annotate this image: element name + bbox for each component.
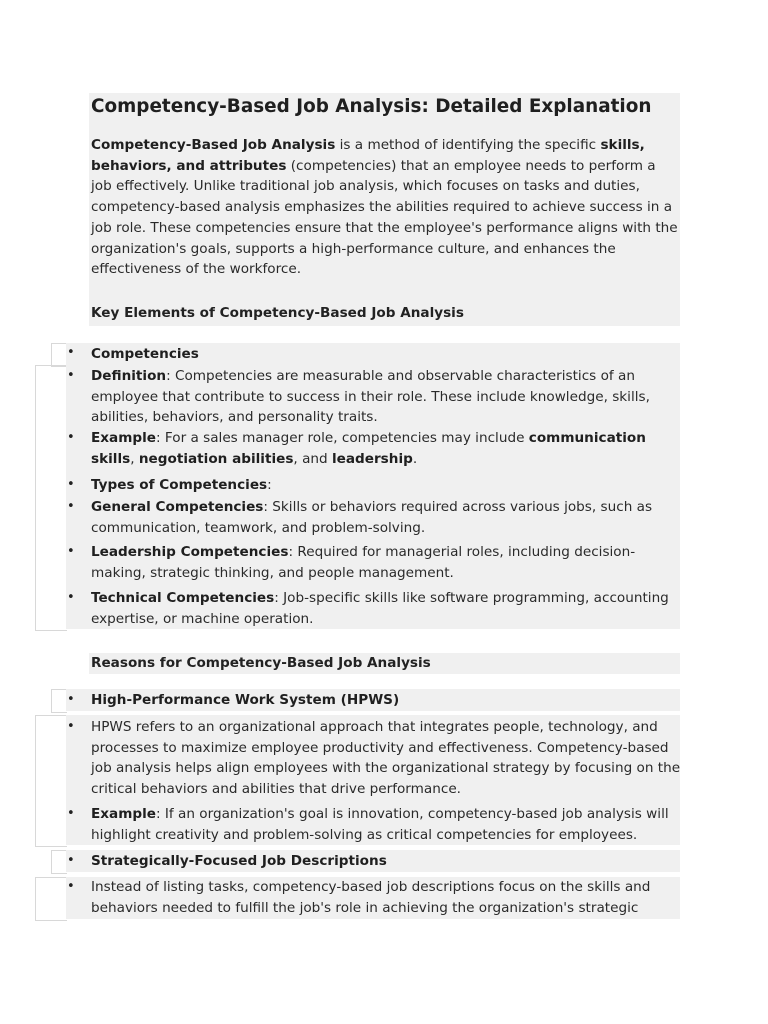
leadership-text: : Required for managerial roles, including decision-making, strategic thinking, and people management. — [91, 544, 636, 581]
example-text: , and — [293, 450, 332, 467]
definition-label: Definition — [91, 368, 167, 384]
section-heading-key-elements: Key Elements of Competency-Based Job Analysis — [91, 305, 464, 321]
sfjd-label: Strategically-Focused Job Descriptions — [91, 853, 387, 869]
list-bracket — [51, 850, 67, 874]
section-heading-reasons: Reasons for Competency-Based Job Analysis — [91, 655, 431, 671]
list-bracket — [35, 877, 67, 921]
example-bold: negotiation abilities — [138, 450, 294, 467]
example-text: : For a sales manager role, competencies may include — [156, 430, 529, 446]
example-bold: leadership — [331, 450, 413, 467]
bullet: • — [67, 544, 75, 559]
definition-text: : Competencies are measurable and observable characteristics of an employee that contribute to success in their role. These include knowledge, skills, abilities, behaviors, and personality traits. — [91, 368, 650, 426]
list-item-types — [91, 475, 681, 496]
list-item-technical — [91, 588, 681, 629]
list-item-general — [91, 497, 681, 538]
example-label: Example — [91, 806, 157, 822]
list-item-competencies — [91, 344, 681, 365]
bullet: • — [67, 368, 75, 383]
example-bold: communication skills — [91, 430, 646, 467]
intro-paragraph — [91, 135, 679, 280]
technical-label: Technical Competencies — [91, 590, 275, 606]
bullet: • — [67, 692, 75, 707]
bullet: • — [67, 853, 75, 868]
list-bracket — [51, 689, 67, 713]
list-item-sfjd-text: Instead of listing tasks, competency-based job descriptions focus on the skills and behaviors needed to fulfill the job's role in achieving the organization's strategic — [91, 879, 651, 916]
example-label: Example — [91, 430, 157, 446]
bullet: • — [67, 345, 75, 360]
list-bracket — [51, 343, 67, 367]
general-label: General Competencies — [91, 499, 264, 515]
page-title: Competency-Based Job Analysis: Detailed Explanation — [91, 96, 652, 117]
list-bracket — [35, 365, 67, 631]
bullet: • — [67, 477, 75, 492]
hpws-label: High-Performance Work System (HPWS) — [91, 692, 400, 708]
list-item-sfjd — [91, 851, 681, 872]
intro-term: Competency-Based Job Analysis — [91, 137, 336, 153]
example-text: : If an organization's goal is innovation, competency-based job analysis will highlight creativity and problem-solving as critical competencies for employees. — [91, 806, 669, 843]
bullet: • — [67, 879, 75, 894]
list-bracket — [35, 715, 67, 847]
leadership-label: Leadership Competencies — [91, 544, 289, 560]
competencies-label: Competencies — [91, 346, 199, 362]
types-label: Types of Competencies — [91, 477, 268, 493]
bullet: • — [67, 806, 75, 821]
general-text: : Skills or behaviors required across various jobs, such as communication, teamwork, and problem-solving. — [91, 499, 653, 536]
bullet: • — [67, 430, 75, 445]
bullet: • — [67, 590, 75, 605]
list-item-example — [91, 428, 681, 469]
list-item-leadership — [91, 542, 681, 583]
list-item-hpws-text: HPWS refers to an organizational approach that integrates people, technology, and processes to maximize employee productivity and effectiveness. Competency-based job analysis helps align employees with the organizational strategy by focusing on the critical behaviors and abilities that drive performance. — [91, 719, 681, 798]
example-text: , — [130, 450, 139, 467]
bullet: • — [67, 719, 75, 734]
intro-bold: skills, behaviors, and attributes — [91, 137, 645, 174]
example-text: . — [412, 450, 418, 467]
intro-text: is a method of identifying the specific — [335, 137, 601, 153]
list-item-definition — [91, 366, 681, 428]
types-colon: : — [267, 477, 272, 493]
technical-text: : Job-specific skills like software programming, accounting expertise, or machine operation. — [91, 590, 669, 627]
list-item-hpws — [91, 690, 681, 711]
bullet: • — [67, 499, 75, 514]
intro-text: (competencies) that an employee needs to perform a job effectively. Unlike traditional job analysis, which focuses on tasks and duties, competency-based analysis emphasizes the abilities required to achieve success in a job role. These competencies ensure that the employee's performance aligns with the organization's goals, supports a high-performance culture, and enhances the effectiveness of the workforce. — [91, 157, 678, 278]
list-item-example-hpws — [91, 804, 681, 845]
